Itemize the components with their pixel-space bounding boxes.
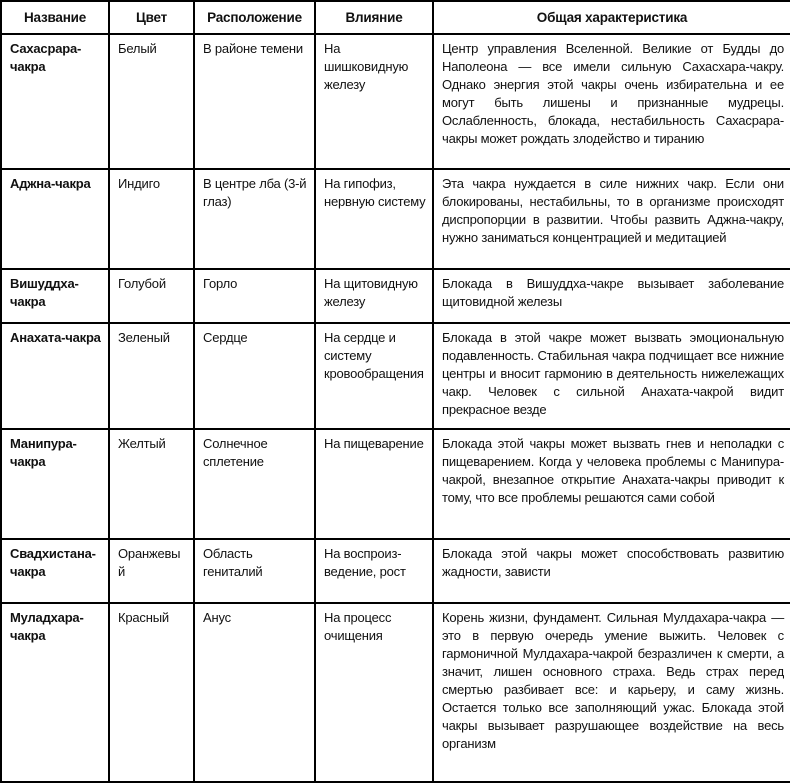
header-influence: Влияние [315,1,433,34]
table-row [1,603,790,782]
chakra-influence: На гипофиз, нервную систему [315,169,433,269]
chakra-description: Центр управления Вселенной. Великие от Будды до Наполеона — все имели сильную Сахасхара-чакру. Однако энергия этой чакры очень избирательна и ее могут быть лишены и признанные мудрецы. Ослабленность, блокада, нестабильность Сахасрара-чакры может рождать злодейство и тиранию [433,34,790,169]
table-row [1,539,790,603]
chakra-influence: На сердце и систему кровообращения [315,323,433,429]
table-row [1,429,790,539]
header-description: Общая характеристика [433,1,790,34]
chakra-name: Сахасрара-чакра [1,34,109,169]
chakra-location: Область гениталий [194,539,315,603]
chakra-color: Оранжевый [109,539,194,603]
chakra-name: Анахата-чакра [1,323,109,429]
chakra-color: Зеленый [109,323,194,429]
chakra-influence: На щитовидную железу [315,269,433,323]
table-row [1,34,790,169]
chakra-description: Блокада этой чакры может способствовать развитию жадности, зависти [433,539,790,603]
chakra-color: Желтый [109,429,194,539]
chakra-influence: На воспроизведение, рост [315,539,433,603]
chakra-influence: На пищеварение [315,429,433,539]
chakra-color: Белый [109,34,194,169]
chakra-location: В центре лба (3-й глаз) [194,169,315,269]
chakra-location: Горло [194,269,315,323]
chakra-name: Вишуддха-чакра [1,269,109,323]
chakra-description: Блокада в Вишуддха-чакре вызывает заболевание щитовидной железы [433,269,790,323]
chakra-description: Эта чакра нуждается в силе нижних чакр. Если они блокированы, нестабильны, то в организме происходят диспропорции в развитии. Чтобы развить Аджна-чакру, нужно заниматься концентрацией и медитацией [433,169,790,269]
chakra-description: Блокада этой чакры может вызвать гнев и неполадки с пищеварением. Когда у человека проблемы с Манипура-чакрой, внезапное открытие Анахата-чакры приводит к тому, что все проблемы решаются сами собой [433,429,790,539]
header-name: Название [1,1,109,34]
chakra-color: Голубой [109,269,194,323]
chakra-location: Анус [194,603,315,782]
chakra-name: Манипура-чакра [1,429,109,539]
chakra-influence: На процесс очищения [315,603,433,782]
header-location: Расположение [194,1,315,34]
chakra-description: Корень жизни, фундамент. Сильная Мулдахара-чакра — это в первую очередь умение выжить. Человек с гармоничной Мулдахара-чакрой безразличен к смерти, а значит, лишен основного страха. Ведь страх перед смертью разбивает все: и карьеру, и саму жизнь. Остается только все заполняющий ужас. Блокада этой чакры вызывает разрушающее воздействие на весь организм [433,603,790,782]
chakra-description: Блокада в этой чакре может вызвать эмоциональную подавленность. Стабильная чакра подчищает все нижние центры и вносит гармонию в деятельность нижележащих чакр. Человек с сильной Анахата-чакрой видит прекрасное везде [433,323,790,429]
chakra-location: Солнечное сплетение [194,429,315,539]
table-header-row [1,1,790,34]
chakra-name: Муладхара-чакра [1,603,109,782]
table-row [1,269,790,323]
chakra-color: Красный [109,603,194,782]
chakra-color: Индиго [109,169,194,269]
chakra-name: Свадхистана-чакра [1,539,109,603]
chakra-name: Аджна-чакра [1,169,109,269]
chakra-influence: На шишковидную железу [315,34,433,169]
header-color: Цвет [109,1,194,34]
chakra-location: В районе темени [194,34,315,169]
chakra-location: Сердце [194,323,315,429]
table-row [1,323,790,429]
table-row [1,169,790,269]
